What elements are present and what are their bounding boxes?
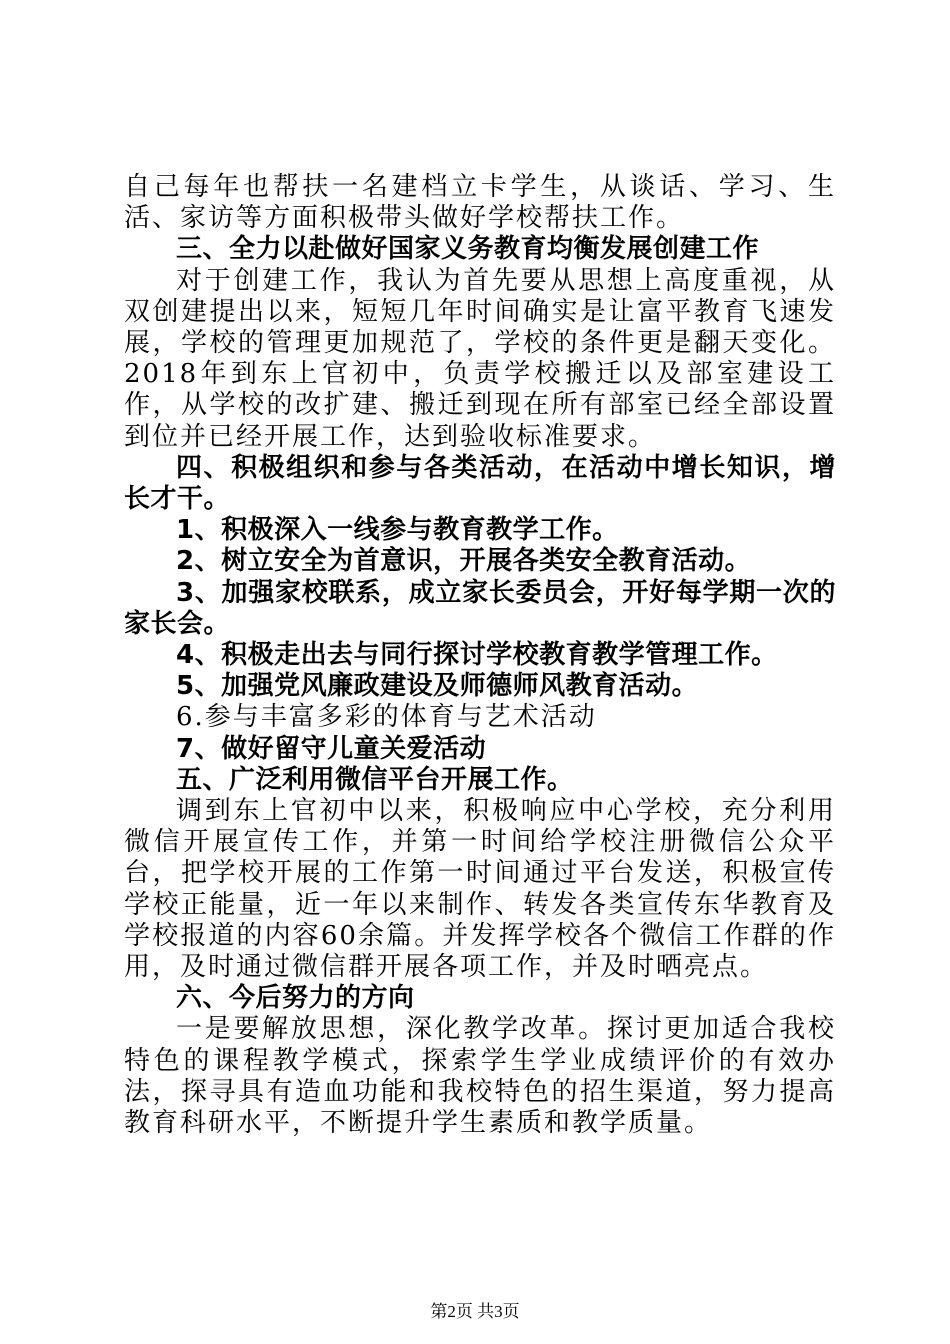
section-heading-4: 四、积极组织和参与各类活动，在活动中增长知识，增长才干。 [124,452,836,515]
paragraph-continuation: 自己每年也帮扶一名建档立卡学生，从谈话、学习、生活、家访等方面积极带头做好学校帮扶工作。 [124,172,836,234]
paragraph-future-direction: 一是要解放思想，深化教学改革。探讨更加适合我校特色的课程教学模式，探索学生学业成绩评价的有效办法，探寻具有造血功能和我校特色的招生渠道，努力提高教育科研水平，不断提升学生素质和教学质量。 [124,1014,836,1139]
list-item-7: 7、做好留守儿童关爱活动 [176,733,487,764]
list-item-1: 1、积极深入一线参与教育教学工作。 [176,515,619,546]
section-heading-6: 六、今后努力的方向 [176,983,415,1014]
list-item-3: 3、加强家校联系，成立家长委员会，开好每学期一次的家长会。 [124,577,836,639]
section-heading-3: 三、全力以赴做好国家义务教育均衡发展创建工作 [176,234,760,265]
document-body [124,172,836,1139]
list-item-5: 5、加强党风廉政建设及师德师风教育活动。 [176,671,699,702]
list-item-2: 2、树立安全为首意识，开展各类安全教育活动。 [176,546,752,577]
paragraph-creation-work: 对于创建工作，我认为首先要从思想上高度重视，从双创建提出以来，短短几年时间确实是让富平教育飞速发展，学校的管理更加规范了，学校的条件更是翻天变化。2018年到东上官初中，负责学校搬迁以及部室建设工作，从学校的改扩建、搬迁到现在所有部室已经全部设置到位并已经开展工作，达到验收标准要求。 [124,265,836,452]
paragraph-wechat-work: 调到东上官初中以来，积极响应中心学校，充分利用微信开展宣传工作，并第一时间给学校注册微信公众平台，把学校开展的工作第一时间通过平台发送，积极宣传学校正能量，近一年以来制作、转发各类宣传东华教育及学校报道的内容60余篇。并发挥学校各个微信工作群的作用，及时通过微信群开展各项工作，并及时晒亮点。 [124,796,836,983]
list-item-6: 6.参与丰富多彩的体育与艺术活动 [176,702,597,733]
list-item-4: 4、积极走出去与同行探讨学校教育教学管理工作。 [176,640,778,671]
page-footer: 第2页 共3页 [430,1302,520,1321]
section-heading-5: 五、广泛利用微信平台开展工作。 [176,764,574,795]
